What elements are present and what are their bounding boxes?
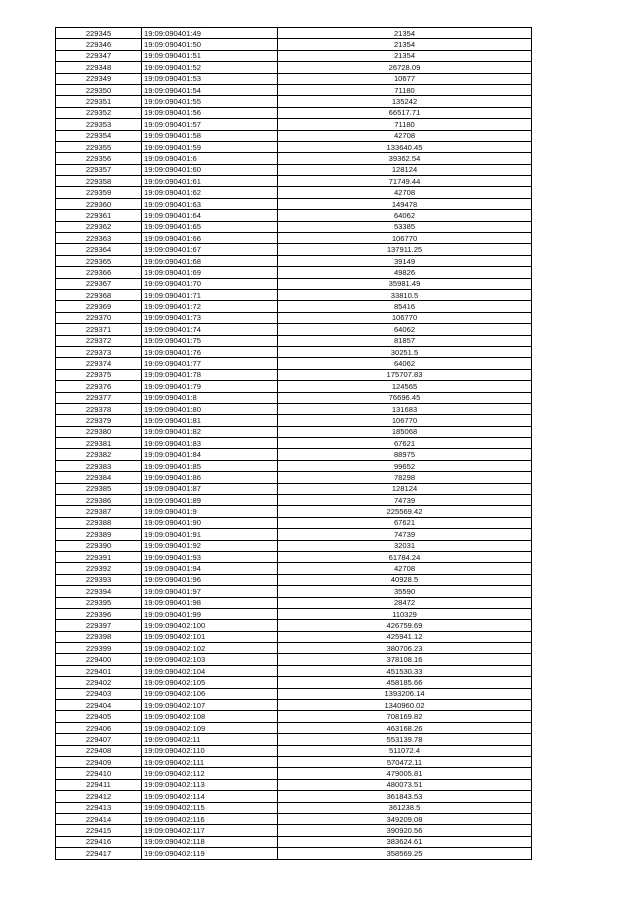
value-cell: 40928.5 bbox=[278, 574, 532, 585]
table-row bbox=[56, 62, 532, 73]
row-id-cell: 229396 bbox=[56, 608, 142, 619]
table-row bbox=[56, 472, 532, 483]
value-cell: 128124 bbox=[278, 164, 532, 175]
value-cell: 451530.33 bbox=[278, 665, 532, 676]
value-cell: 124565 bbox=[278, 381, 532, 392]
table-row bbox=[56, 529, 532, 540]
table-row bbox=[56, 745, 532, 756]
cadastral-number-cell: 19:09:090401:96 bbox=[142, 574, 278, 585]
value-cell: 42708 bbox=[278, 187, 532, 198]
row-id-cell: 229350 bbox=[56, 84, 142, 95]
cadastral-number-cell: 19:09:090402:115 bbox=[142, 802, 278, 813]
cadastral-number-cell: 19:09:090402:119 bbox=[142, 848, 278, 859]
cadastral-number-cell: 19:09:090401:86 bbox=[142, 472, 278, 483]
table-row bbox=[56, 289, 532, 300]
value-cell: 64062 bbox=[278, 210, 532, 221]
value-cell: 131683 bbox=[278, 403, 532, 414]
row-id-cell: 229384 bbox=[56, 472, 142, 483]
value-cell: 35981.49 bbox=[278, 278, 532, 289]
row-id-cell: 229346 bbox=[56, 39, 142, 50]
value-cell: 74739 bbox=[278, 495, 532, 506]
row-id-cell: 229358 bbox=[56, 176, 142, 187]
table-row bbox=[56, 301, 532, 312]
row-id-cell: 229402 bbox=[56, 677, 142, 688]
cadastral-number-cell: 19:09:090401:63 bbox=[142, 198, 278, 209]
table-row bbox=[56, 346, 532, 357]
value-cell: 480073.51 bbox=[278, 779, 532, 790]
cadastral-number-cell: 19:09:090401:6 bbox=[142, 153, 278, 164]
cadastral-number-cell: 19:09:090402:118 bbox=[142, 836, 278, 847]
row-id-cell: 229395 bbox=[56, 597, 142, 608]
table-row bbox=[56, 665, 532, 676]
value-cell: 76696.45 bbox=[278, 392, 532, 403]
row-id-cell: 229399 bbox=[56, 643, 142, 654]
cadastral-number-cell: 19:09:090402:107 bbox=[142, 700, 278, 711]
row-id-cell: 229352 bbox=[56, 107, 142, 118]
value-cell: 106770 bbox=[278, 233, 532, 244]
row-id-cell: 229371 bbox=[56, 324, 142, 335]
value-cell: 358569.25 bbox=[278, 848, 532, 859]
table-body bbox=[56, 28, 532, 860]
value-cell: 479005.81 bbox=[278, 768, 532, 779]
cadastral-number-cell: 19:09:090401:98 bbox=[142, 597, 278, 608]
value-cell: 71180 bbox=[278, 119, 532, 130]
table-row bbox=[56, 415, 532, 426]
value-cell: 21354 bbox=[278, 50, 532, 61]
cadastral-number-cell: 19:09:090401:51 bbox=[142, 50, 278, 61]
table-row bbox=[56, 517, 532, 528]
table-row bbox=[56, 187, 532, 198]
value-cell: 708169.82 bbox=[278, 711, 532, 722]
table-row bbox=[56, 210, 532, 221]
value-cell: 78298 bbox=[278, 472, 532, 483]
cadastral-number-cell: 19:09:090401:83 bbox=[142, 438, 278, 449]
cadastral-number-cell: 19:09:090401:92 bbox=[142, 540, 278, 551]
value-cell: 137911.25 bbox=[278, 244, 532, 255]
table-row bbox=[56, 836, 532, 847]
table-row bbox=[56, 677, 532, 688]
table-row bbox=[56, 711, 532, 722]
cadastral-number-cell: 19:09:090401:84 bbox=[142, 449, 278, 460]
row-id-cell: 229372 bbox=[56, 335, 142, 346]
table-row bbox=[56, 107, 532, 118]
table-row bbox=[56, 403, 532, 414]
table-row bbox=[56, 358, 532, 369]
value-cell: 67621 bbox=[278, 438, 532, 449]
value-cell: 21354 bbox=[278, 28, 532, 39]
cadastral-number-cell: 19:09:090401:68 bbox=[142, 255, 278, 266]
row-id-cell: 229405 bbox=[56, 711, 142, 722]
row-id-cell: 229347 bbox=[56, 50, 142, 61]
row-id-cell: 229393 bbox=[56, 574, 142, 585]
table-row bbox=[56, 688, 532, 699]
table-row bbox=[56, 825, 532, 836]
row-id-cell: 229357 bbox=[56, 164, 142, 175]
row-id-cell: 229356 bbox=[56, 153, 142, 164]
value-cell: 175707.83 bbox=[278, 369, 532, 380]
value-cell: 64062 bbox=[278, 358, 532, 369]
row-id-cell: 229400 bbox=[56, 654, 142, 665]
cadastral-number-cell: 19:09:090401:77 bbox=[142, 358, 278, 369]
value-cell: 110329 bbox=[278, 608, 532, 619]
row-id-cell: 229353 bbox=[56, 119, 142, 130]
cadastral-number-cell: 19:09:090401:64 bbox=[142, 210, 278, 221]
value-cell: 66517.71 bbox=[278, 107, 532, 118]
cadastral-number-cell: 19:09:090401:93 bbox=[142, 551, 278, 562]
table-row bbox=[56, 734, 532, 745]
table-row bbox=[56, 28, 532, 39]
value-cell: 361238.5 bbox=[278, 802, 532, 813]
table-row bbox=[56, 176, 532, 187]
table-row bbox=[56, 597, 532, 608]
value-cell: 426759.69 bbox=[278, 620, 532, 631]
row-id-cell: 229374 bbox=[56, 358, 142, 369]
row-id-cell: 229369 bbox=[56, 301, 142, 312]
cadastral-number-cell: 19:09:090401:87 bbox=[142, 483, 278, 494]
cadastral-number-cell: 19:09:090401:97 bbox=[142, 586, 278, 597]
table-row bbox=[56, 438, 532, 449]
row-id-cell: 229390 bbox=[56, 540, 142, 551]
value-cell: 99652 bbox=[278, 460, 532, 471]
table-row bbox=[56, 164, 532, 175]
cadastral-number-cell: 19:09:090401:58 bbox=[142, 130, 278, 141]
value-cell: 361843.53 bbox=[278, 791, 532, 802]
row-id-cell: 229385 bbox=[56, 483, 142, 494]
row-id-cell: 229401 bbox=[56, 665, 142, 676]
value-cell: 33810.5 bbox=[278, 289, 532, 300]
cadastral-number-cell: 19:09:090401:74 bbox=[142, 324, 278, 335]
value-cell: 53385 bbox=[278, 221, 532, 232]
row-id-cell: 229383 bbox=[56, 460, 142, 471]
table-row bbox=[56, 506, 532, 517]
value-cell: 185068 bbox=[278, 426, 532, 437]
row-id-cell: 229389 bbox=[56, 529, 142, 540]
cadastral-number-cell: 19:09:090401:81 bbox=[142, 415, 278, 426]
row-id-cell: 229375 bbox=[56, 369, 142, 380]
value-cell: 380706.23 bbox=[278, 643, 532, 654]
row-id-cell: 229414 bbox=[56, 813, 142, 824]
table-row bbox=[56, 643, 532, 654]
cadastral-number-cell: 19:09:090401:85 bbox=[142, 460, 278, 471]
row-id-cell: 229349 bbox=[56, 73, 142, 84]
cadastral-number-cell: 19:09:090401:76 bbox=[142, 346, 278, 357]
table-row bbox=[56, 483, 532, 494]
value-cell: 39149 bbox=[278, 255, 532, 266]
table-row bbox=[56, 791, 532, 802]
value-cell: 74739 bbox=[278, 529, 532, 540]
cadastral-number-cell: 19:09:090401:80 bbox=[142, 403, 278, 414]
value-cell: 67621 bbox=[278, 517, 532, 528]
value-cell: 349209.08 bbox=[278, 813, 532, 824]
cadastral-number-cell: 19:09:090401:90 bbox=[142, 517, 278, 528]
table-row bbox=[56, 574, 532, 585]
table-row bbox=[56, 278, 532, 289]
row-id-cell: 229362 bbox=[56, 221, 142, 232]
cadastral-number-cell: 19:09:090402:116 bbox=[142, 813, 278, 824]
value-cell: 49826 bbox=[278, 267, 532, 278]
value-cell: 106770 bbox=[278, 312, 532, 323]
cadastral-number-cell: 19:09:090401:82 bbox=[142, 426, 278, 437]
table-row bbox=[56, 722, 532, 733]
table-row bbox=[56, 426, 532, 437]
row-id-cell: 229394 bbox=[56, 586, 142, 597]
table-row bbox=[56, 96, 532, 107]
cadastral-number-cell: 19:09:090402:108 bbox=[142, 711, 278, 722]
cadastral-number-cell: 19:09:090401:79 bbox=[142, 381, 278, 392]
row-id-cell: 229411 bbox=[56, 779, 142, 790]
value-cell: 42708 bbox=[278, 563, 532, 574]
row-id-cell: 229397 bbox=[56, 620, 142, 631]
cadastral-number-cell: 19:09:090402:104 bbox=[142, 665, 278, 676]
value-cell: 106770 bbox=[278, 415, 532, 426]
table-row bbox=[56, 757, 532, 768]
table-row bbox=[56, 551, 532, 562]
table-row bbox=[56, 153, 532, 164]
value-cell: 553139.78 bbox=[278, 734, 532, 745]
table-row bbox=[56, 608, 532, 619]
row-id-cell: 229416 bbox=[56, 836, 142, 847]
table-row bbox=[56, 119, 532, 130]
cadastral-number-cell: 19:09:090401:75 bbox=[142, 335, 278, 346]
value-cell: 1340960.02 bbox=[278, 700, 532, 711]
row-id-cell: 229351 bbox=[56, 96, 142, 107]
table-row bbox=[56, 779, 532, 790]
row-id-cell: 229406 bbox=[56, 722, 142, 733]
value-cell: 85416 bbox=[278, 301, 532, 312]
cadastral-number-cell: 19:09:090401:70 bbox=[142, 278, 278, 289]
cadastral-number-cell: 19:09:090402:100 bbox=[142, 620, 278, 631]
row-id-cell: 229415 bbox=[56, 825, 142, 836]
table-row bbox=[56, 244, 532, 255]
table-row bbox=[56, 540, 532, 551]
value-cell: 149478 bbox=[278, 198, 532, 209]
value-cell: 458185.66 bbox=[278, 677, 532, 688]
cadastral-number-cell: 19:09:090402:114 bbox=[142, 791, 278, 802]
table-row bbox=[56, 586, 532, 597]
row-id-cell: 229361 bbox=[56, 210, 142, 221]
row-id-cell: 229373 bbox=[56, 346, 142, 357]
table-row bbox=[56, 392, 532, 403]
row-id-cell: 229417 bbox=[56, 848, 142, 859]
value-cell: 390920.56 bbox=[278, 825, 532, 836]
row-id-cell: 229410 bbox=[56, 768, 142, 779]
row-id-cell: 229378 bbox=[56, 403, 142, 414]
row-id-cell: 229412 bbox=[56, 791, 142, 802]
cadastral-number-cell: 19:09:090401:89 bbox=[142, 495, 278, 506]
value-cell: 378108.16 bbox=[278, 654, 532, 665]
row-id-cell: 229363 bbox=[56, 233, 142, 244]
row-id-cell: 229392 bbox=[56, 563, 142, 574]
table-row bbox=[56, 802, 532, 813]
row-id-cell: 229388 bbox=[56, 517, 142, 528]
table-row bbox=[56, 563, 532, 574]
value-cell: 10677 bbox=[278, 73, 532, 84]
value-cell: 570472.11 bbox=[278, 757, 532, 768]
row-id-cell: 229359 bbox=[56, 187, 142, 198]
table-row bbox=[56, 449, 532, 460]
row-id-cell: 229407 bbox=[56, 734, 142, 745]
row-id-cell: 229408 bbox=[56, 745, 142, 756]
row-id-cell: 229382 bbox=[56, 449, 142, 460]
cadastral-number-cell: 19:09:090401:69 bbox=[142, 267, 278, 278]
value-cell: 71749.44 bbox=[278, 176, 532, 187]
value-cell: 28472 bbox=[278, 597, 532, 608]
table-row bbox=[56, 813, 532, 824]
cadastral-number-cell: 19:09:090402:112 bbox=[142, 768, 278, 779]
value-cell: 128124 bbox=[278, 483, 532, 494]
row-id-cell: 229386 bbox=[56, 495, 142, 506]
cadastral-number-cell: 19:09:090402:106 bbox=[142, 688, 278, 699]
value-cell: 64062 bbox=[278, 324, 532, 335]
value-cell: 81857 bbox=[278, 335, 532, 346]
table-row bbox=[56, 700, 532, 711]
row-id-cell: 229364 bbox=[56, 244, 142, 255]
table-row bbox=[56, 267, 532, 278]
table-row bbox=[56, 130, 532, 141]
table-row bbox=[56, 369, 532, 380]
cadastral-number-cell: 19:09:090401:55 bbox=[142, 96, 278, 107]
table-row bbox=[56, 768, 532, 779]
cadastral-number-cell: 19:09:090402:117 bbox=[142, 825, 278, 836]
cadastral-number-cell: 19:09:090401:8 bbox=[142, 392, 278, 403]
row-id-cell: 229413 bbox=[56, 802, 142, 813]
cadastral-number-cell: 19:09:090401:62 bbox=[142, 187, 278, 198]
cadastral-number-cell: 19:09:090401:94 bbox=[142, 563, 278, 574]
value-cell: 88975 bbox=[278, 449, 532, 460]
cadastral-number-cell: 19:09:090402:103 bbox=[142, 654, 278, 665]
row-id-cell: 229348 bbox=[56, 62, 142, 73]
value-cell: 26728.09 bbox=[278, 62, 532, 73]
cadastral-number-cell: 19:09:090401:56 bbox=[142, 107, 278, 118]
cadastral-number-cell: 19:09:090401:73 bbox=[142, 312, 278, 323]
table-row bbox=[56, 141, 532, 152]
cadastral-number-cell: 19:09:090401:49 bbox=[142, 28, 278, 39]
value-cell: 383624.61 bbox=[278, 836, 532, 847]
table-row bbox=[56, 50, 532, 61]
row-id-cell: 229381 bbox=[56, 438, 142, 449]
cadastral-number-cell: 19:09:090401:91 bbox=[142, 529, 278, 540]
row-id-cell: 229403 bbox=[56, 688, 142, 699]
value-cell: 225569.42 bbox=[278, 506, 532, 517]
table-row bbox=[56, 848, 532, 859]
value-cell: 135242 bbox=[278, 96, 532, 107]
cadastral-number-cell: 19:09:090401:67 bbox=[142, 244, 278, 255]
row-id-cell: 229365 bbox=[56, 255, 142, 266]
cadastral-number-cell: 19:09:090401:53 bbox=[142, 73, 278, 84]
table-row bbox=[56, 233, 532, 244]
table-row bbox=[56, 84, 532, 95]
value-cell: 42708 bbox=[278, 130, 532, 141]
row-id-cell: 229387 bbox=[56, 506, 142, 517]
value-cell: 35590 bbox=[278, 586, 532, 597]
cadastral-number-cell: 19:09:090402:11 bbox=[142, 734, 278, 745]
row-id-cell: 229345 bbox=[56, 28, 142, 39]
value-cell: 30251.5 bbox=[278, 346, 532, 357]
cadastral-number-cell: 19:09:090402:101 bbox=[142, 631, 278, 642]
row-id-cell: 229354 bbox=[56, 130, 142, 141]
cadastral-number-cell: 19:09:090401:72 bbox=[142, 301, 278, 312]
cadastral-number-cell: 19:09:090402:113 bbox=[142, 779, 278, 790]
cadastral-number-cell: 19:09:090402:105 bbox=[142, 677, 278, 688]
cadastral-number-cell: 19:09:090401:50 bbox=[142, 39, 278, 50]
cadastral-number-cell: 19:09:090401:65 bbox=[142, 221, 278, 232]
cadastral-number-cell: 19:09:090401:71 bbox=[142, 289, 278, 300]
row-id-cell: 229409 bbox=[56, 757, 142, 768]
table-row bbox=[56, 495, 532, 506]
cadastral-number-cell: 19:09:090402:111 bbox=[142, 757, 278, 768]
cadastral-number-cell: 19:09:090401:99 bbox=[142, 608, 278, 619]
cadastral-number-cell: 19:09:090401:66 bbox=[142, 233, 278, 244]
table-row bbox=[56, 39, 532, 50]
cadastral-number-cell: 19:09:090402:109 bbox=[142, 722, 278, 733]
table-row bbox=[56, 631, 532, 642]
row-id-cell: 229391 bbox=[56, 551, 142, 562]
table-row bbox=[56, 620, 532, 631]
table-row bbox=[56, 460, 532, 471]
cadastral-number-cell: 19:09:090402:110 bbox=[142, 745, 278, 756]
table-row bbox=[56, 324, 532, 335]
value-cell: 511072.4 bbox=[278, 745, 532, 756]
table-row bbox=[56, 73, 532, 84]
value-cell: 61784.24 bbox=[278, 551, 532, 562]
value-cell: 21354 bbox=[278, 39, 532, 50]
cadastral-number-cell: 19:09:090402:102 bbox=[142, 643, 278, 654]
row-id-cell: 229377 bbox=[56, 392, 142, 403]
cadastral-number-cell: 19:09:090401:61 bbox=[142, 176, 278, 187]
cadastral-number-cell: 19:09:090401:60 bbox=[142, 164, 278, 175]
table-row bbox=[56, 381, 532, 392]
value-cell: 425941.12 bbox=[278, 631, 532, 642]
table-row bbox=[56, 335, 532, 346]
row-id-cell: 229404 bbox=[56, 700, 142, 711]
value-cell: 39362.54 bbox=[278, 153, 532, 164]
value-cell: 133640.45 bbox=[278, 141, 532, 152]
table-row bbox=[56, 654, 532, 665]
table-row bbox=[56, 255, 532, 266]
value-cell: 32031 bbox=[278, 540, 532, 551]
cadastral-number-cell: 19:09:090401:59 bbox=[142, 141, 278, 152]
row-id-cell: 229380 bbox=[56, 426, 142, 437]
row-id-cell: 229370 bbox=[56, 312, 142, 323]
table-row bbox=[56, 221, 532, 232]
cadastral-number-cell: 19:09:090401:78 bbox=[142, 369, 278, 380]
row-id-cell: 229355 bbox=[56, 141, 142, 152]
row-id-cell: 229366 bbox=[56, 267, 142, 278]
cadastral-number-cell: 19:09:090401:54 bbox=[142, 84, 278, 95]
row-id-cell: 229379 bbox=[56, 415, 142, 426]
value-cell: 71180 bbox=[278, 84, 532, 95]
cadastral-number-cell: 19:09:090401:52 bbox=[142, 62, 278, 73]
cadastral-number-cell: 19:09:090401:57 bbox=[142, 119, 278, 130]
cadastral-number-cell: 19:09:090401:9 bbox=[142, 506, 278, 517]
row-id-cell: 229360 bbox=[56, 198, 142, 209]
table-row bbox=[56, 312, 532, 323]
row-id-cell: 229376 bbox=[56, 381, 142, 392]
row-id-cell: 229368 bbox=[56, 289, 142, 300]
table-row bbox=[56, 198, 532, 209]
row-id-cell: 229398 bbox=[56, 631, 142, 642]
row-id-cell: 229367 bbox=[56, 278, 142, 289]
value-cell: 1393206.14 bbox=[278, 688, 532, 699]
cadastral-table bbox=[55, 27, 532, 860]
value-cell: 463168.26 bbox=[278, 722, 532, 733]
